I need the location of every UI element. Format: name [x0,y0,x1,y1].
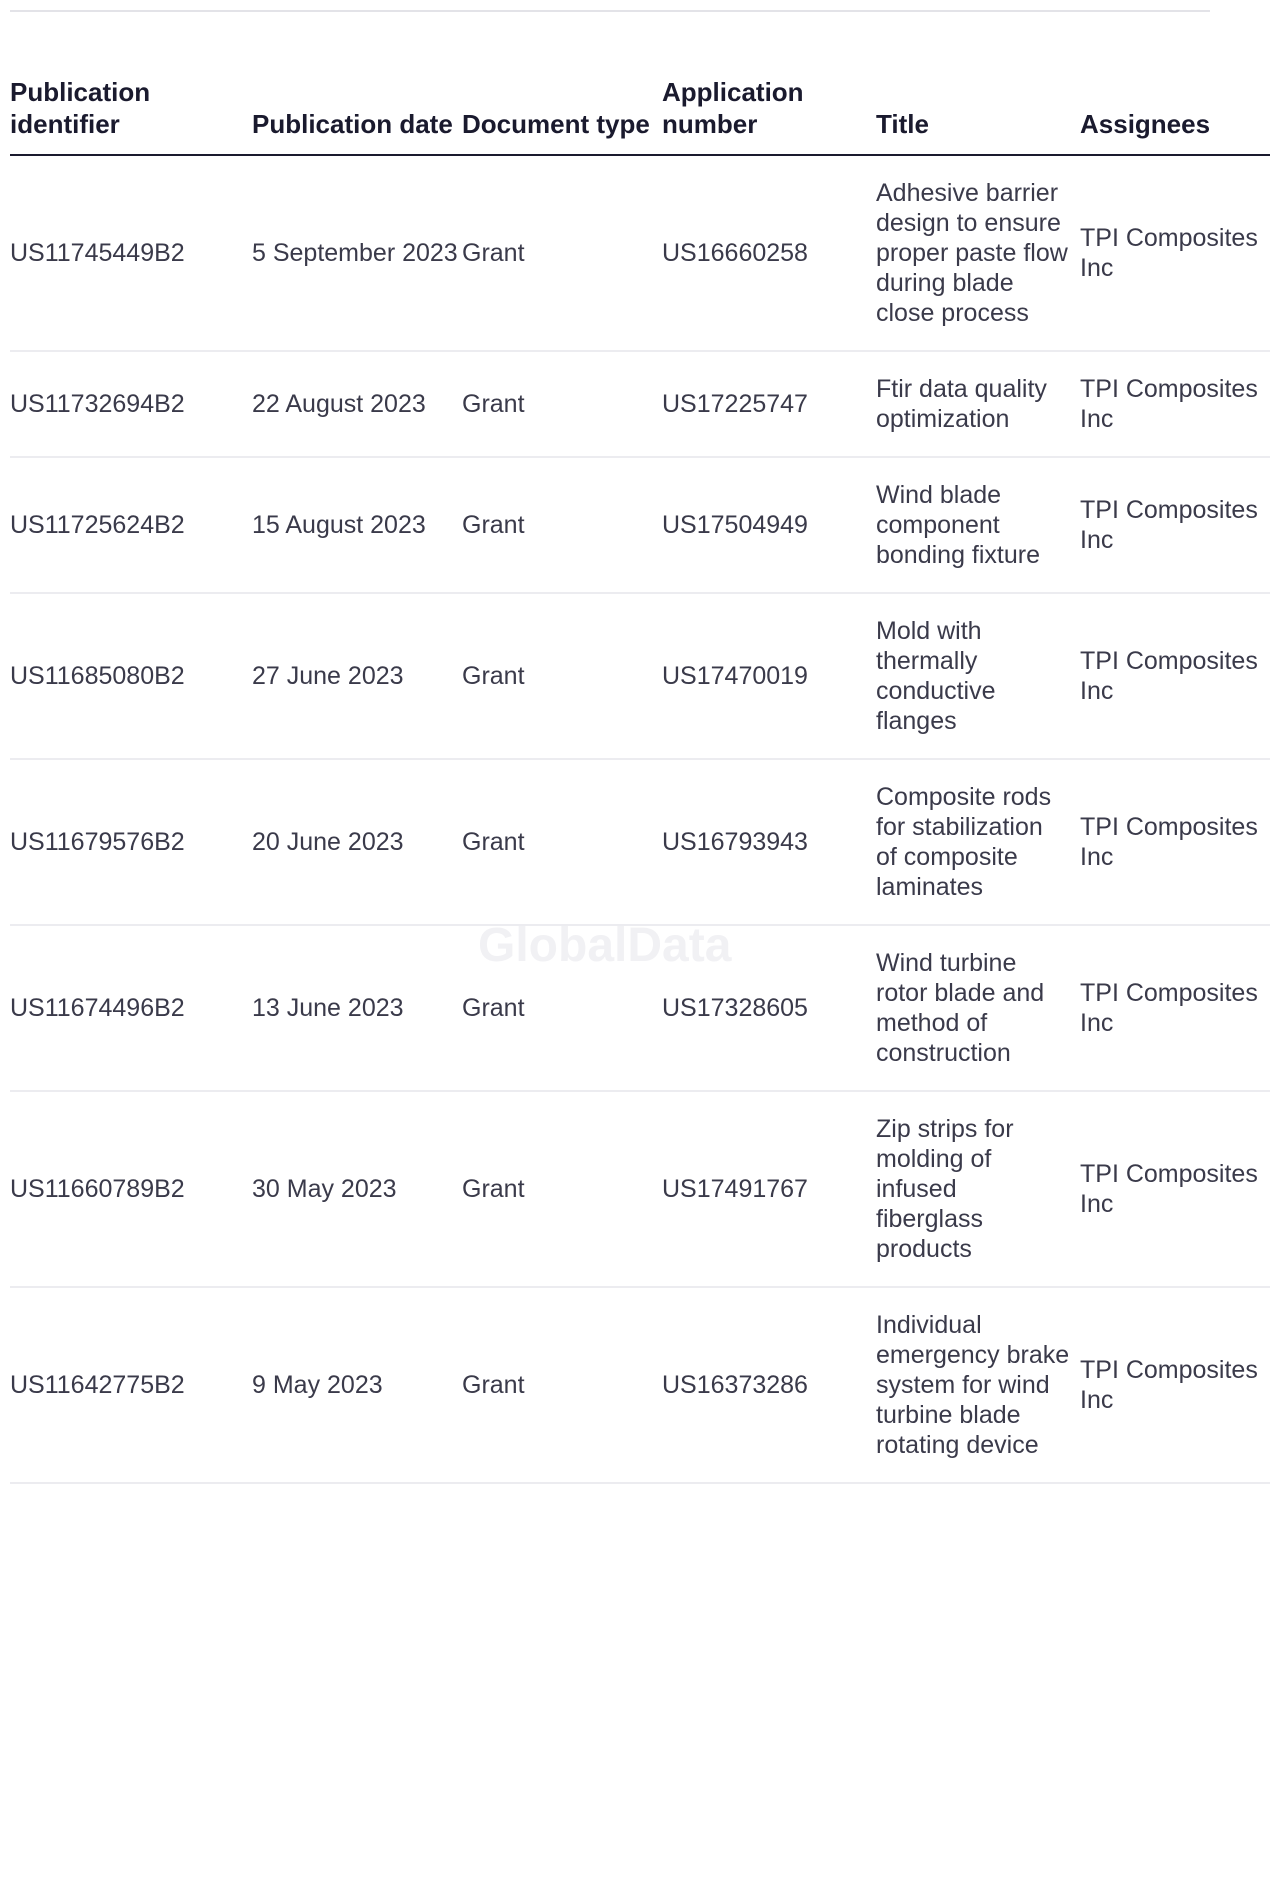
cell-application-number: US17328605 [662,925,876,1091]
cell-application-number: US17504949 [662,457,876,593]
cell-application-number: US16793943 [662,759,876,925]
cell-application-number: US17491767 [662,1091,876,1287]
cell-publication-date: 5 September 2023 [252,155,462,351]
cell-assignees: TPI Composites Inc [1080,759,1270,925]
cell-document-type: Grant [462,155,662,351]
cell-publication-identifier: US11674496B2 [10,925,252,1091]
cell-document-type: Grant [462,1287,662,1483]
cell-application-number: US17470019 [662,593,876,759]
table-row [10,1287,1270,1483]
table-row [10,155,1270,351]
cell-publication-identifier: US11679576B2 [10,759,252,925]
cell-assignees: TPI Composites Inc [1080,457,1270,593]
header-publication-date: Publication date [252,76,462,155]
cell-publication-date: 9 May 2023 [252,1287,462,1483]
cell-publication-identifier: US11642775B2 [10,1287,252,1483]
cell-application-number: US16373286 [662,1287,876,1483]
table-row [10,1091,1270,1287]
cell-title: Wind blade component bonding fixture [876,457,1080,593]
table-row [10,457,1270,593]
patent-table [10,76,1270,1484]
cell-publication-identifier: US11660789B2 [10,1091,252,1287]
cell-document-type: Grant [462,925,662,1091]
table-row [10,759,1270,925]
cell-title: Composite rods for stabilization of composite laminates [876,759,1080,925]
cell-title: Individual emergency brake system for wind turbine blade rotating device [876,1287,1080,1483]
table-row [10,925,1270,1091]
cell-publication-date: 20 June 2023 [252,759,462,925]
cell-title: Adhesive barrier design to ensure proper paste flow during blade close process [876,155,1080,351]
cell-document-type: Grant [462,457,662,593]
cell-publication-identifier: US11685080B2 [10,593,252,759]
cell-title: Mold with thermally conductive flanges [876,593,1080,759]
header-assignees: Assignees [1080,76,1270,155]
header-publication-identifier: Publication identifier [10,76,252,155]
cell-assignees: TPI Composites Inc [1080,351,1270,457]
cell-title: Wind turbine rotor blade and method of construction [876,925,1080,1091]
table-row [10,593,1270,759]
cell-assignees: TPI Composites Inc [1080,155,1270,351]
cell-publication-date: 27 June 2023 [252,593,462,759]
cell-document-type: Grant [462,759,662,925]
cell-title: Zip strips for molding of infused fiberglass products [876,1091,1080,1287]
table-header-row [10,76,1270,155]
cell-application-number: US17225747 [662,351,876,457]
header-document-type: Document type [462,76,662,155]
header-title: Title [876,76,1080,155]
cell-publication-date: 22 August 2023 [252,351,462,457]
cell-assignees: TPI Composites Inc [1080,1091,1270,1287]
watermark-text: GlobalData [478,919,732,972]
cell-publication-identifier: US11732694B2 [10,351,252,457]
cell-assignees: TPI Composites Inc [1080,925,1270,1091]
cell-publication-identifier: US11725624B2 [10,457,252,593]
table-row [10,351,1270,457]
cell-document-type: Grant [462,351,662,457]
patent-table-container [10,0,1258,1890]
cell-assignees: TPI Composites Inc [1080,1287,1270,1483]
cell-document-type: Grant [462,593,662,759]
cell-assignees: TPI Composites Inc [1080,593,1270,759]
cell-application-number: US16660258 [662,155,876,351]
cell-publication-date: 15 August 2023 [252,457,462,593]
cell-document-type: Grant [462,1091,662,1287]
cell-title: Ftir data quality optimization [876,351,1080,457]
header-application-number: Application number [662,76,876,155]
cell-publication-date: 30 May 2023 [252,1091,462,1287]
cell-publication-date: 13 June 2023 [252,925,462,1091]
cell-publication-identifier: US11745449B2 [10,155,252,351]
